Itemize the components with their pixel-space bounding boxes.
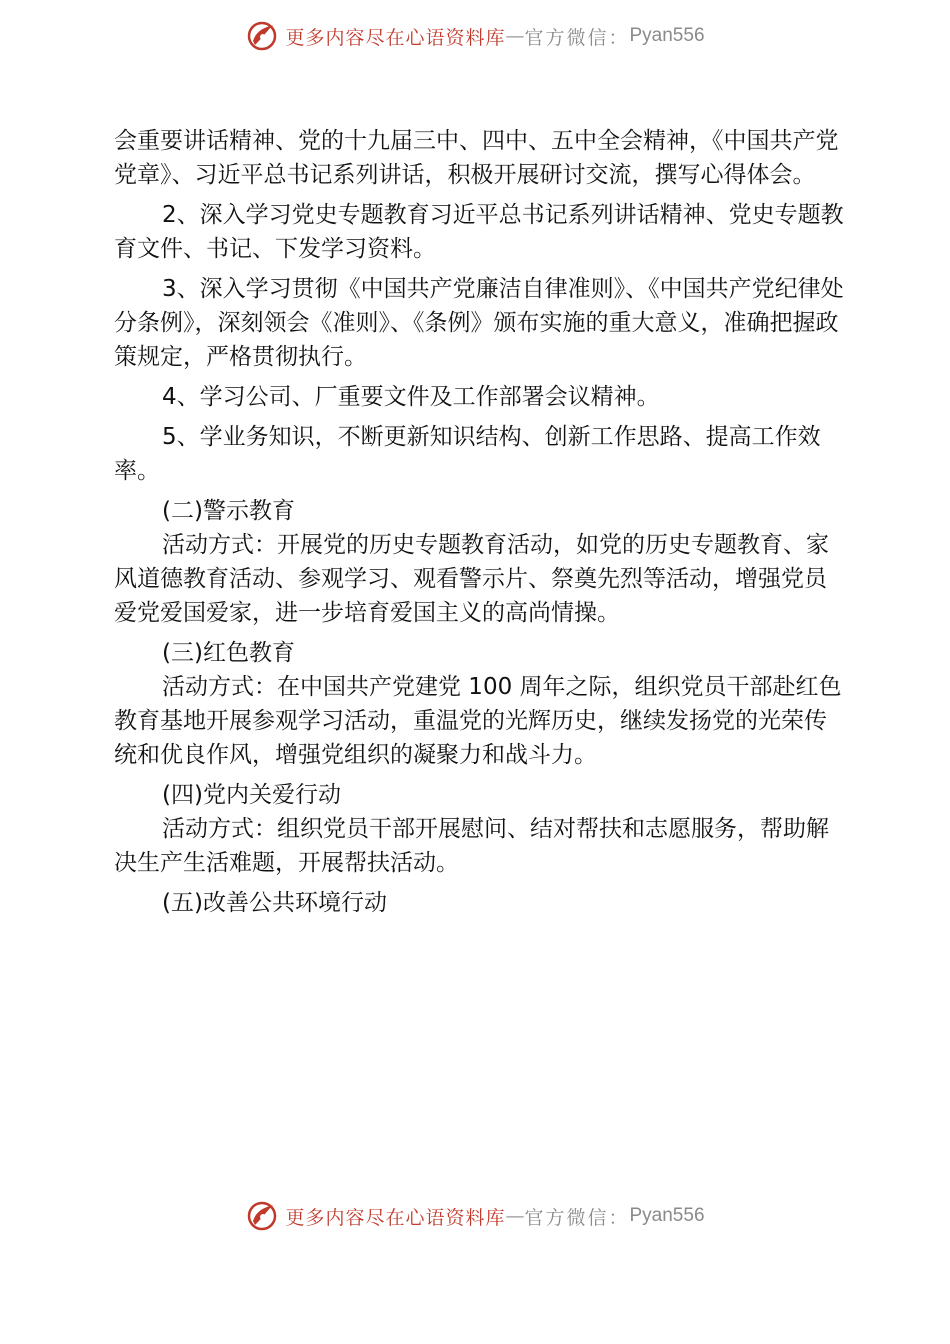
paragraph-7: 活动方式：在中国共产党建党 100 周年之际，组织党员干部赴红色教育基地开展参观学习活动，重温党的光辉历史，继续发扬党的光荣传统和优良作风，增强党组织的凝聚力和战斗力。 [114,674,842,768]
paragraph-3: 3、深入学习贯彻《中国共产党廉洁自律准则》、《中国共产党纪律处分条例》，深刻领会《准则》、《条例》颁布实施的重大意义，准确把握政策规定，严格贯彻执行。 [114,276,844,370]
paragraph-4: 4、学习公司、厂重要文件及工作部署会议精神。 [162,384,660,410]
section-heading-care: (四)党内关爱行动 [162,782,341,808]
paragraph-6: 活动方式：开展党的历史专题教育活动，如党的历史专题教育、家风道德教育活动、参观学习、观看警示片、祭奠先烈等活动，增强党员爱党爱国爱家，进一步培育爱国主义的高尚情操。 [114,532,829,626]
separator: — [505,1205,525,1227]
brand-logo-icon [245,1199,279,1233]
section-heading-environment: (五)改善公共环境行动 [162,890,387,916]
footer-watermark [0,1196,950,1236]
section-heading-warning: (二)警示教育 [162,498,295,524]
document-body [114,124,846,926]
paragraph-1: 会重要讲话精神、党的十九届三中、四中、五中全会精神，《中国共产党党章》、习近平总书记系列讲话，积极开展研讨交流，撰写心得体会。 [114,128,839,188]
wechat-id: Pyan556 [629,1205,705,1226]
separator: — [505,25,525,47]
section-heading-red: (三)红色教育 [162,640,295,666]
brand-text: 更多内容尽在心语资料库 [285,26,506,49]
paragraph-8: 活动方式：组织党员干部开展慰问、结对帮扶和志愿服务，帮助解决生产生活难题，开展帮扶活动。 [114,816,829,876]
brand-logo-icon [245,19,279,53]
wechat-id: Pyan556 [629,25,705,46]
wechat-label: 官方微信： [524,26,630,49]
wechat-label: 官方微信： [524,1206,630,1229]
brand-text: 更多内容尽在心语资料库 [285,1206,506,1229]
paragraph-2: 2、深入学习党史专题教育习近平总书记系列讲话精神、党史专题教育文件、书记、下发学习资料。 [114,202,844,262]
paragraph-5: 5、学业务知识，不断更新知识结构、创新工作思路、提高工作效率。 [114,424,821,484]
header-watermark [0,16,950,56]
